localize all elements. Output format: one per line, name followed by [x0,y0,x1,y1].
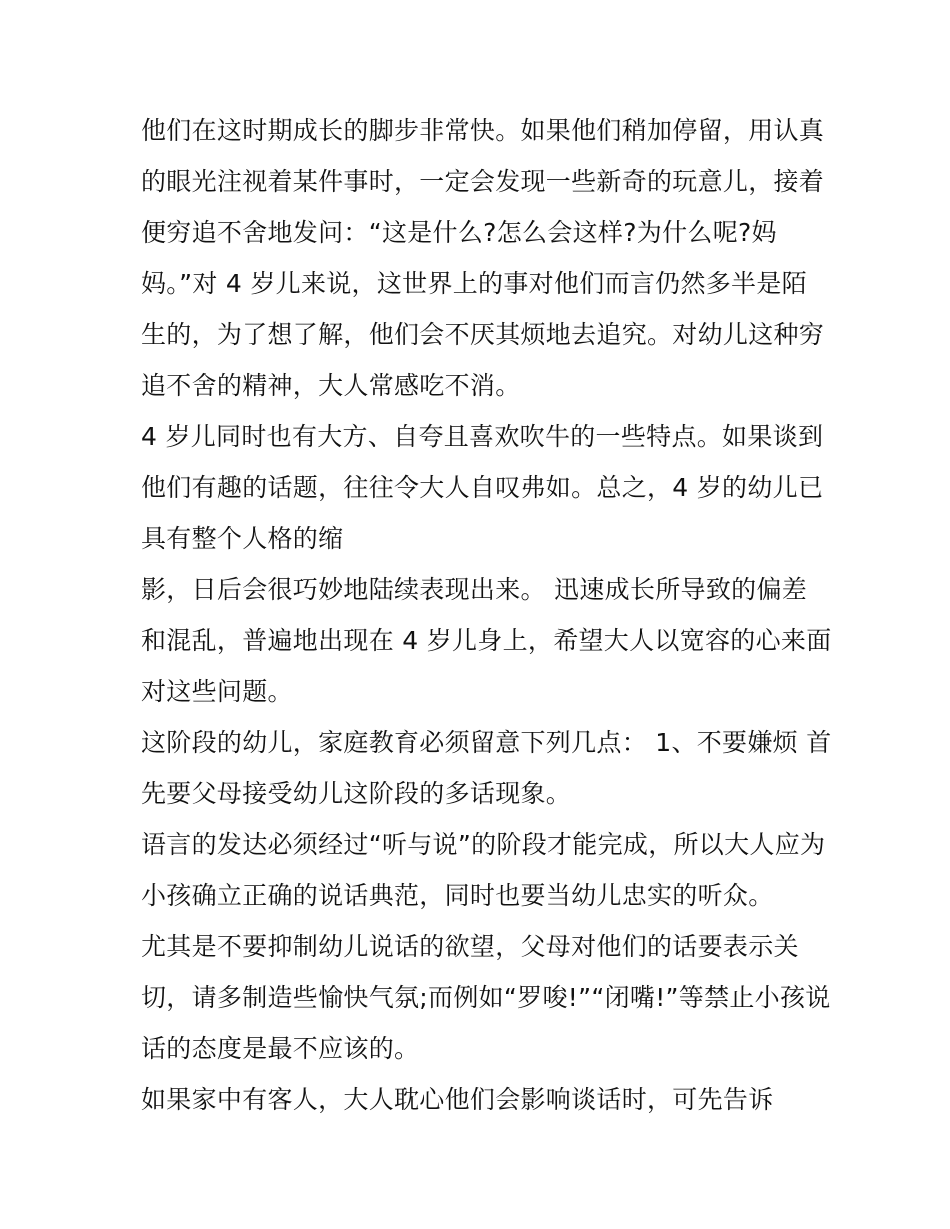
text-line: 和混乱，普遍地出现在 4 岁儿身上，希望大人以宽容的心来面 [141,626,832,655]
body-text [141,105,832,1125]
text-line: 他们在这时期成长的脚步非常快。如果他们稍加停留，用认真 [141,116,825,145]
text-line: 4 岁儿同时也有大方、自夸且喜欢吹牛的一些特点。如果谈到 [141,422,824,451]
text-line: 具有整个人格的缩 [141,524,344,553]
text-line: 他们有趣的话题，往往令大人自叹弗如。总之，4 岁的幼儿已 [141,473,824,502]
text-line: 的眼光注视着某件事时，一定会发现一些新奇的玩意儿，接着 [141,167,825,196]
text-line: 尤其是不要抑制幼儿说话的欲望，父母对他们的话要表示关 [141,932,799,961]
text-line: 这阶段的幼儿，家庭教育必须留意下列几点： 1、不要嫌烦 首 [141,728,832,757]
text-line: 追不舍的精神，大人常感吃不消。 [141,371,521,400]
text-line: 影，日后会很巧妙地陆续表现出来。 迅速成长所导致的偏差 [141,575,808,604]
text-line: 切，请多制造些愉快气氛;而例如“罗唆!”“闭嘴!”等禁止小孩说 [141,983,831,1012]
text-line: 小孩确立正确的说话典范，同时也要当幼儿忠实的听众。 [141,881,774,910]
text-line: 语言的发达必须经过“听与说”的阶段才能完成，所以大人应为 [141,830,826,859]
text-line: 妈。”对 4 岁儿来说，这世界上的事对他们而言仍然多半是陌 [141,269,807,298]
text-line: 如果家中有客人，大人耽心他们会影响谈话时，可先告诉 [141,1085,774,1114]
text-line: 生的，为了想了解，他们会不厌其烦地去追究。对幼儿这种穷 [141,320,825,349]
text-line: 先要父母接受幼儿这阶段的多话现象。 [141,779,572,808]
text-line: 便穷追不舍地发问：“这是什么?怎么会这样?为什么呢?妈 [141,218,777,247]
text-line: 对这些问题。 [141,677,293,706]
text-line: 话的态度是最不应该的。 [141,1034,420,1063]
